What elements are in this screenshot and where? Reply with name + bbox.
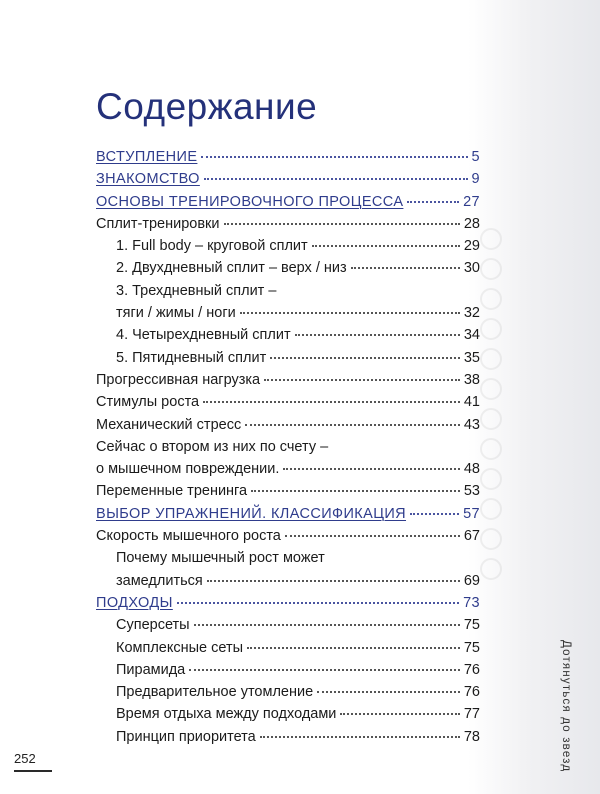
toc-entry-page: 53 xyxy=(463,483,480,500)
toc-entry-title: ОСНОВЫ ТРЕНИРОВОЧНОГО ПРОЦЕССА xyxy=(96,193,404,210)
toc-entry-title: 1. Full body – круговой сплит xyxy=(116,238,308,255)
toc-leader-dots xyxy=(240,312,460,314)
toc-entry-page: 67 xyxy=(463,528,480,545)
toc-leader-dots xyxy=(203,401,460,403)
toc-entry[interactable] xyxy=(96,235,480,257)
toc-entry[interactable] xyxy=(96,280,480,302)
toc-leader-dots xyxy=(410,513,459,515)
toc-entry-title: Суперсеты xyxy=(116,617,190,634)
toc-entry[interactable] xyxy=(96,369,480,391)
toc-entry-title: Почему мышечный рост может xyxy=(116,550,325,567)
toc-entry-title: тяги / жимы / ноги xyxy=(116,305,236,322)
toc-entry[interactable] xyxy=(96,570,480,592)
toc-entry-title: ПОДХОДЫ xyxy=(96,594,173,611)
toc-entry[interactable] xyxy=(96,703,480,725)
toc-entry-page: 57 xyxy=(463,505,480,522)
toc-leader-dots xyxy=(340,713,459,715)
toc-entry[interactable] xyxy=(96,547,480,569)
toc-entry-title: ВСТУПЛЕНИЕ xyxy=(96,149,198,165)
toc-entry-page: 69 xyxy=(463,572,480,589)
toc-leader-dots xyxy=(194,624,460,626)
toc-leader-dots xyxy=(224,223,460,225)
toc-entry-title: Прогрессивная нагрузка xyxy=(96,371,261,388)
toc-entry[interactable] xyxy=(96,347,480,369)
page-number-rule xyxy=(14,770,52,772)
toc-entry-page: 75 xyxy=(463,617,480,634)
toc-entry[interactable] xyxy=(96,525,480,547)
toc-entry-title: Стимулы роста xyxy=(96,394,200,411)
toc-entry-page: 30 xyxy=(463,260,480,277)
toc-chapter-entry[interactable] xyxy=(96,592,480,614)
toc-entry-title: Принцип приоритета xyxy=(116,728,256,745)
toc-chapter-entry[interactable] xyxy=(96,146,480,168)
toc-entry-page: 78 xyxy=(463,728,480,745)
toc-leader-dots xyxy=(207,580,460,582)
toc-entry-page: 41 xyxy=(463,394,480,411)
toc-entry[interactable] xyxy=(96,659,480,681)
toc-chapter-entry[interactable] xyxy=(96,503,480,525)
toc-leader-dots xyxy=(312,245,460,247)
toc-entry[interactable] xyxy=(96,637,480,659)
toc-leader-dots xyxy=(407,201,459,203)
toc-entry-page: 73 xyxy=(463,594,480,611)
toc-chapter-entry[interactable] xyxy=(96,168,480,190)
toc-entry-page: 9 xyxy=(471,171,480,188)
toc-leader-dots xyxy=(317,691,460,693)
toc-leader-dots xyxy=(201,156,467,158)
toc-entry-title: ЗНАКОМСТВО xyxy=(96,171,200,188)
toc-entry-page: 27 xyxy=(463,193,480,210)
running-title: Дотянуться до звезд xyxy=(560,640,572,773)
toc-entry-title: ВЫБОР УПРАЖНЕНИЙ. КЛАССИФИКАЦИЯ xyxy=(96,505,407,522)
toc-entry[interactable] xyxy=(96,324,480,346)
toc-entry-title: замедлиться xyxy=(116,572,203,589)
toc-entry-page: 34 xyxy=(463,327,480,344)
toc-entry-title: Предварительное утомление xyxy=(116,684,314,701)
toc-leader-dots xyxy=(245,424,460,426)
toc-entry-page: 48 xyxy=(463,461,480,478)
table-of-contents xyxy=(96,146,480,748)
toc-leader-dots xyxy=(295,334,460,336)
toc-leader-dots xyxy=(204,178,468,180)
toc-entry-title: Переменные тренинга xyxy=(96,483,248,500)
toc-entry-title: Время отдыха между подходами xyxy=(116,706,337,723)
toc-entry-page: 76 xyxy=(463,661,480,678)
toc-entry[interactable] xyxy=(96,458,480,480)
toc-leader-dots xyxy=(247,647,460,649)
toc-entry-title: Механический стресс xyxy=(96,416,242,433)
toc-entry-title: 2. Двухдневный сплит – верх / низ xyxy=(116,260,347,277)
toc-entry-page: 76 xyxy=(463,684,480,701)
toc-entry-title: о мышечном повреждении. xyxy=(96,461,280,478)
toc-entry-title: 4. Четырехдневный сплит xyxy=(116,327,291,344)
toc-leader-dots xyxy=(270,357,460,359)
toc-entry[interactable] xyxy=(96,681,480,703)
toc-entry[interactable] xyxy=(96,257,480,279)
toc-entry-page: 5 xyxy=(471,149,480,165)
toc-entry[interactable] xyxy=(96,436,480,458)
toc-leader-dots xyxy=(283,468,459,470)
toc-entry[interactable] xyxy=(96,213,480,235)
toc-entry-page: 28 xyxy=(463,215,480,232)
toc-entry-title: Сейчас о втором из них по счету – xyxy=(96,438,329,455)
toc-entry-title: Пирамида xyxy=(116,661,186,678)
toc-entry[interactable] xyxy=(96,726,480,748)
toc-leader-dots xyxy=(177,602,459,604)
toc-entry[interactable] xyxy=(96,480,480,502)
toc-entry-title: Комплексные сеты xyxy=(116,639,244,656)
toc-entry-title: Скорость мышечного роста xyxy=(96,528,281,545)
toc-leader-dots xyxy=(251,490,460,492)
toc-entry-page: 32 xyxy=(463,305,480,322)
toc-entry-page: 75 xyxy=(463,639,480,656)
toc-leader-dots xyxy=(260,736,460,738)
toc-entry-page: 38 xyxy=(463,371,480,388)
toc-entry[interactable] xyxy=(96,614,480,636)
toc-entry[interactable] xyxy=(96,302,480,324)
toc-leader-dots xyxy=(189,669,460,671)
toc-entry-page: 35 xyxy=(463,349,480,366)
page-number: 252 xyxy=(14,751,36,766)
toc-leader-dots xyxy=(351,267,460,269)
toc-entry-page: 77 xyxy=(463,706,480,723)
toc-entry-page: 43 xyxy=(463,416,480,433)
toc-entry[interactable] xyxy=(96,414,480,436)
page-title: Содержание xyxy=(96,86,318,127)
toc-entry-title: 5. Пятидневный сплит xyxy=(116,349,267,366)
toc-chapter-entry[interactable] xyxy=(96,191,480,213)
bleed-through-shadow xyxy=(480,220,530,700)
toc-entry-page: 29 xyxy=(463,238,480,255)
toc-leader-dots xyxy=(285,535,460,537)
toc-entry-title: Сплит-тренировки xyxy=(96,215,220,232)
toc-entry[interactable] xyxy=(96,391,480,413)
toc-entry-title: 3. Трехдневный сплит – xyxy=(116,282,277,299)
toc-leader-dots xyxy=(264,379,460,381)
